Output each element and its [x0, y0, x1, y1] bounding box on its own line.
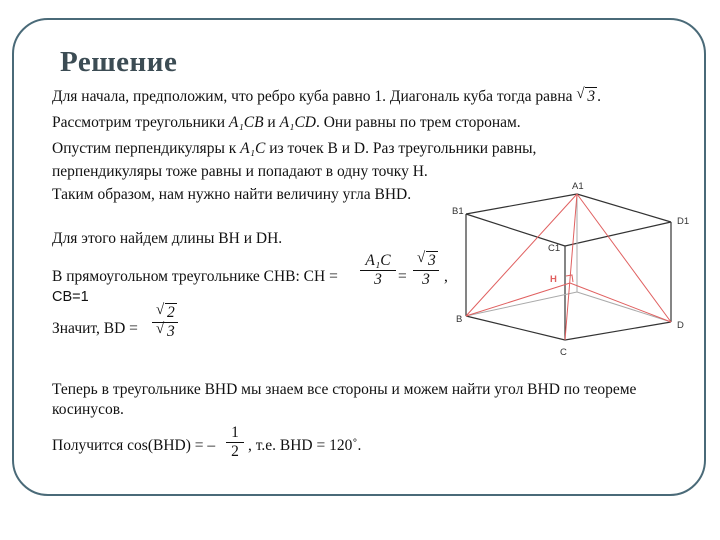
- fraction-sqrt2-over-sqrt3: √ 2 √ 3: [152, 304, 178, 341]
- text-line-5: Таким образом, нам нужно найти величину угла BHD.: [52, 186, 412, 203]
- label-d: D: [677, 320, 684, 331]
- fraction-a1c-over-3: A₁C 3: [360, 252, 396, 289]
- text-line-8: CB=1: [52, 289, 89, 305]
- text-line-7: В прямоугольном треугольнике CHB: CH =: [52, 268, 338, 285]
- label-h: H: [550, 274, 557, 285]
- text-line-12: Получится cos(BHD) = –: [52, 437, 216, 454]
- text-line-1: Для начала, предположим, что ребро куба равно 1. Диагональ куба тогда равна √ 3 .: [52, 86, 602, 105]
- sqrt-3: √ 3: [576, 86, 596, 105]
- label-c: C: [560, 347, 567, 358]
- label-c1: C1: [548, 243, 561, 254]
- triangle-a1cd: A₁CD: [279, 114, 316, 131]
- text-line-4: перпендикуляры тоже равны и попадают в одну точку H.: [52, 163, 428, 180]
- result-text: , т.е. BHD = 120˚.: [248, 437, 362, 454]
- segment-a1c: A₁C: [240, 140, 266, 157]
- text-line-10: Теперь в треугольнике BHD мы знаем все стороны и можем найти угол BHD по теореме: [52, 381, 637, 398]
- label-a1: A1: [572, 181, 584, 192]
- label-b1: B1: [452, 206, 464, 217]
- line-1-text: Для начала, предположим, что ребро куба равно 1. Диагональ куба тогда равна: [52, 88, 573, 105]
- text-line-11: косинусов.: [52, 401, 124, 418]
- fraction-sqrt3-over-3: √ 3 3: [413, 252, 439, 289]
- text-line-3: Опустим перпендикуляры к A₁C из точек B и D. Раз треугольники равны,: [52, 140, 537, 157]
- fraction-1-over-2: 1 2: [226, 424, 244, 461]
- label-d1: D1: [677, 216, 690, 227]
- slide-title: Решение: [60, 46, 178, 78]
- text-line-9: Значит, BD =: [52, 320, 138, 337]
- text-line-6: Для этого найдем длины BH и DH.: [52, 230, 283, 247]
- triangle-a1cb: A₁CB: [228, 114, 264, 131]
- text-line-2: Рассмотрим треугольники A₁CB и A₁CD. Они равны по трем сторонам.: [52, 114, 521, 131]
- label-b: B: [456, 314, 463, 325]
